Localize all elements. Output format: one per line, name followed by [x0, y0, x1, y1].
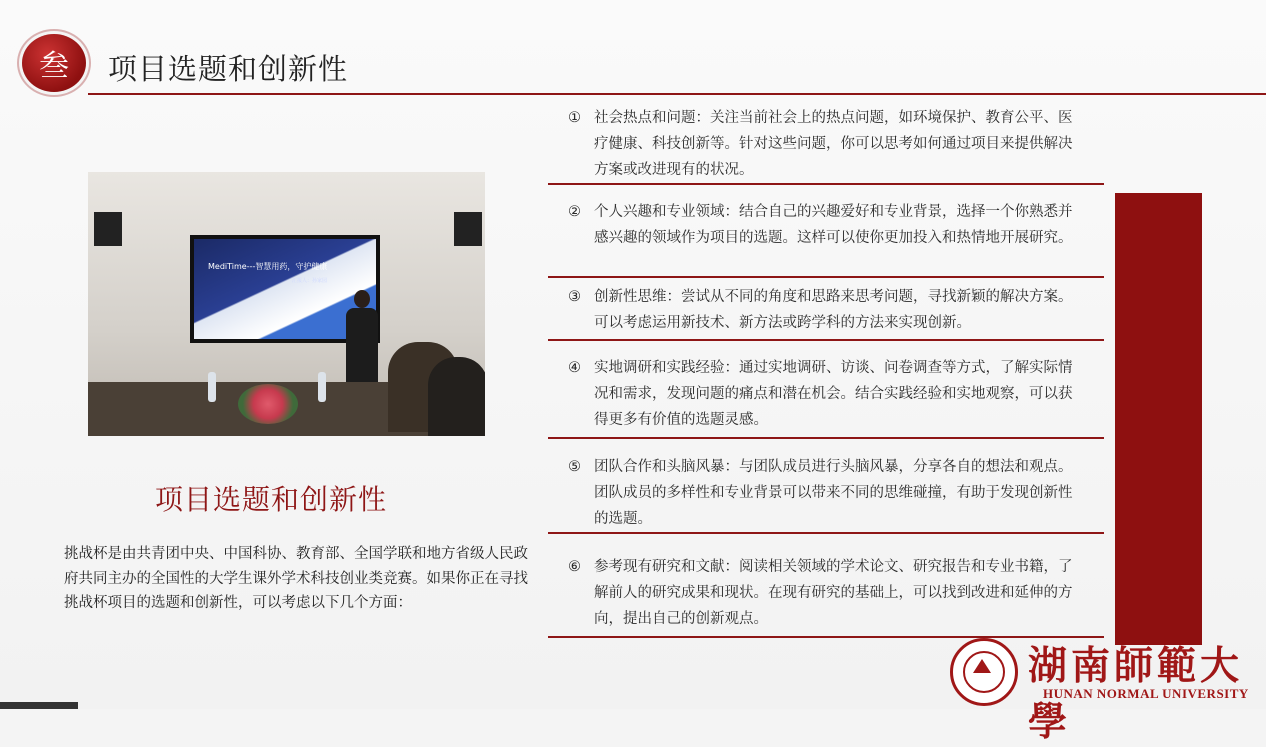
section-number: 叁: [39, 49, 69, 84]
university-logo-english: HUNAN NORMAL UNIVERSITY: [1043, 686, 1249, 701]
university-seal-icon: [950, 638, 1018, 706]
item-divider: [548, 183, 1104, 185]
item-text: 创新性思维：尝试从不同的角度和思路来思考问题，寻找新颖的解决方案。可以考虑运用新技术、新方法或跨学科的方法来实现创新。: [594, 289, 1073, 331]
left-heading: 项目选题和创新性: [155, 483, 388, 516]
presenter-head: [354, 290, 370, 308]
item-divider: [548, 437, 1104, 439]
photo-screen-subtitle: 汇报人：孙家园: [292, 278, 328, 284]
item-text: 团队合作和头脑风暴：与团队成员进行头脑风暴，分享各自的想法和观点。团队成员的多样性和专业背景可以带来不同的思维碰撞，有助于发现创新性的选题。: [594, 459, 1073, 527]
header-divider: [88, 93, 1266, 95]
item-number: ①: [568, 110, 581, 126]
section-badge: [22, 34, 86, 92]
item-divider: [548, 532, 1104, 534]
item-number: ③: [568, 289, 581, 305]
item-number: ⑥: [568, 559, 581, 575]
photo-audience: [428, 357, 485, 436]
photo-screen-title: MediTime---智慧用药，守护健康: [208, 262, 328, 271]
item-text: 实地调研和实践经验：通过实地调研、访谈、问卷调查等方式，了解实际情况和需求，发现问题的痛点和潜在机会。结合实践经验和实地观察，可以获得更多有价值的选题灵感。: [594, 360, 1073, 428]
item-text: 个人兴趣和专业领域：结合自己的兴趣爱好和专业背景，选择一个你熟悉并感兴趣的领域作为项目的选题。这样可以使你更加投入和热情地开展研究。: [594, 204, 1073, 246]
item-number: ②: [568, 204, 581, 220]
photo-bottle: [208, 372, 216, 402]
presentation-photo: [88, 172, 485, 436]
intro-paragraph: 挑战杯是由共青团中央、中国科协、教育部、全国学联和地方省级人民政府共同主办的全国性的大学生课外学术科技创业类竞赛。如果你正在寻找挑战杯项目的选题和创新性，可以考虑以下几个方面：: [64, 546, 528, 611]
university-logo-chinese: 湖南師範大學: [1028, 643, 1244, 745]
photo-bottle: [318, 372, 326, 402]
photo-speaker-right: [454, 212, 482, 246]
item-text: 社会热点和问题：关注当前社会上的热点问题，如环境保护、教育公平、医疗健康、科技创新等。针对这些问题，你可以思考如何通过项目来提供解决方案或改进现有的状况。: [594, 110, 1073, 178]
photo-speaker-left: [94, 212, 122, 246]
corner-tag: [0, 702, 78, 709]
decorative-red-block: [1115, 193, 1202, 645]
item-divider: [548, 339, 1104, 341]
photo-flowers: [238, 384, 298, 424]
item-number: ④: [568, 360, 581, 376]
item-text: 参考现有研究和文献：阅读相关领域的学术论文、研究报告和专业书籍，了解前人的研究成果和现状。在现有研究的基础上，可以找到改进和延伸的方向，提出自己的创新观点。: [594, 559, 1073, 627]
item-number: ⑤: [568, 459, 581, 475]
item-divider: [548, 636, 1104, 638]
item-divider: [548, 276, 1104, 278]
page-title: 项目选题和创新性: [108, 52, 349, 86]
